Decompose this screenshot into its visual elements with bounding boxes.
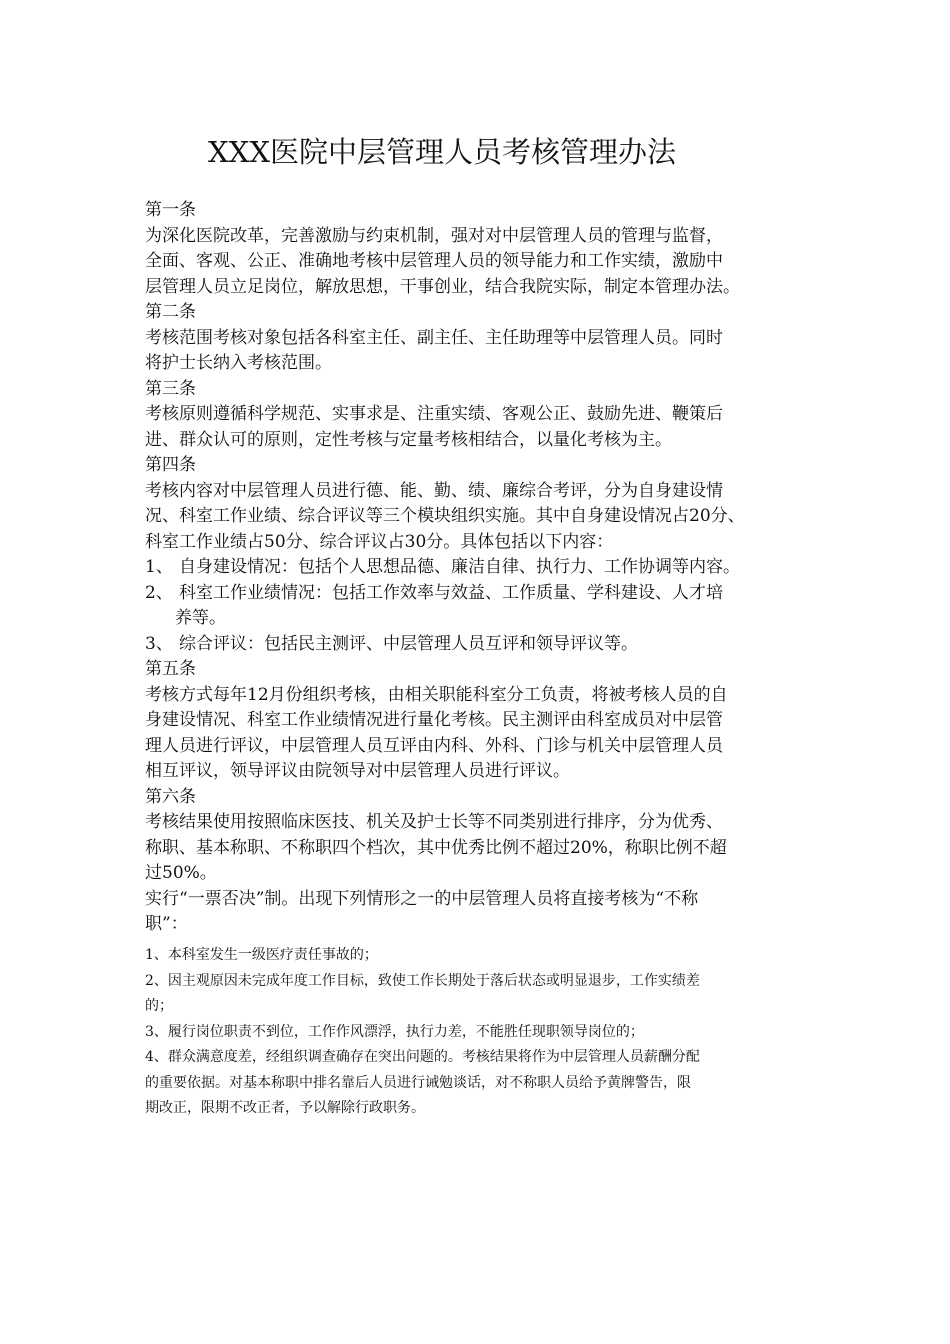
clause-line: 的重要依据。对基本称职中排名靠后人员进行诫勉谈话，对不称职人员给予黄牌警告，限: [145, 1074, 691, 1091]
paragraph-line: 将护士长纳入考核范围。: [145, 353, 332, 373]
article-heading: 第二条: [145, 302, 196, 322]
paragraph-line: 考核内容对中层管理人员进行德、能、勤、绩、廉综合考评，分为自身建设情: [145, 480, 723, 501]
list-item: [145, 555, 825, 581]
paragraph-line: 养等。: [175, 608, 226, 628]
paragraph-line: 考核范围考核对象包括各科室主任、副主任、主任助理等中层管理人员。同时: [145, 327, 723, 348]
paragraph-line: 况、科室工作业绩、综合评议等三个模块组织实施。其中自身建设情况占20分、: [145, 506, 745, 526]
list-item-number: 1、: [145, 557, 173, 577]
list-item-text: 综合评议：包括民主测评、中层管理人员互评和领导评议等。: [179, 633, 638, 654]
article-heading: 第六条: [145, 786, 196, 807]
list-item-text: 科室工作业绩情况：包括工作效率与效益、工作质量、学科建设、人才培: [179, 582, 723, 603]
article-heading: 第一条: [145, 200, 196, 220]
document-title: XXX医院中层管理人员考核管理办法: [208, 135, 676, 169]
document-list: [145, 943, 825, 1122]
article-heading: 第三条: [145, 378, 196, 399]
clause-line: 1、本科室发生一级医疗责任事故的；: [145, 947, 378, 963]
paragraph-line: 过50%。: [145, 863, 217, 883]
paragraph-line: 职”：: [145, 914, 188, 934]
list-item-text: 自身建设情况：包括个人思想品德、廉洁自律、执行力、工作协调等内容。: [179, 557, 740, 577]
clause-line: 期改正，限期不改正者，予以解除行政职务。: [145, 1100, 425, 1116]
paragraph-line: 考核原则遵循科学规范、实事求是、注重实绩、客观公正、鼓励先进、鞭策后: [145, 404, 723, 424]
paragraph-line: 实行“一票否决”制。出现下列情形之一的中层管理人员将直接考核为“不称: [145, 888, 699, 909]
paragraph-line: 理人员进行评议，中层管理人员互评由内科、外科、门诊与机关中层管理人员: [145, 735, 723, 756]
paragraph-line: 身建设情况、科室工作业绩情况进行量化考核。民主测评由科室成员对中层管: [145, 710, 723, 730]
paragraph-line: 考核方式每年12月份组织考核，由相关职能科室分工负责，将被考核人员的自: [145, 684, 728, 705]
paragraph-line: 层管理人员立足岗位，解放思想，干事创业，结合我院实际，制定本管理办法。: [145, 276, 740, 297]
article-heading: 第五条: [145, 659, 196, 679]
clause-line: 2、因主观原因未完成年度工作目标，致使工作长期处于落后状态或明显退步，工作实绩差: [145, 972, 700, 989]
document-body: [145, 198, 825, 938]
list-item: [145, 581, 825, 607]
paragraph-line: 科室工作业绩占50分、综合评议占30分。具体包括以下内容：: [145, 531, 614, 552]
paragraph-line: 进、群众认可的原则，定性考核与定量考核相结合，以量化考核为主。: [145, 429, 672, 450]
paragraph-line: 全面、客观、公正、准确地考核中层管理人员的领导能力和工作实绩，激励中: [145, 251, 723, 271]
list-item-number: 3、: [145, 633, 173, 654]
clause-line: 4、群众满意度差，经组织调查确存在突出问题的。考核结果将作为中层管理人员薪酬分配: [145, 1049, 700, 1065]
list-item: [145, 632, 825, 658]
list-item-number: 2、: [145, 582, 173, 603]
paragraph-line: 称职、基本称职、不称职四个档次，其中优秀比例不超过20%，称职比例不超: [145, 837, 727, 858]
clause-line: 3、履行岗位职责不到位，工作作风漂浮，执行力差，不能胜任现职领导岗位的；: [145, 1023, 644, 1040]
paragraph-line: 考核结果使用按照临床医技、机关及护士长等不同类别进行排序，分为优秀、: [145, 812, 723, 832]
paragraph-line: 为深化医院改革，完善激励与约束机制，强对对中层管理人员的管理与监督，: [145, 225, 723, 246]
clause-line: 的；: [145, 998, 173, 1014]
paragraph-line: 相互评议，领导评议由院领导对中层管理人员进行评议。: [145, 761, 570, 781]
article-heading: 第四条: [145, 455, 196, 475]
